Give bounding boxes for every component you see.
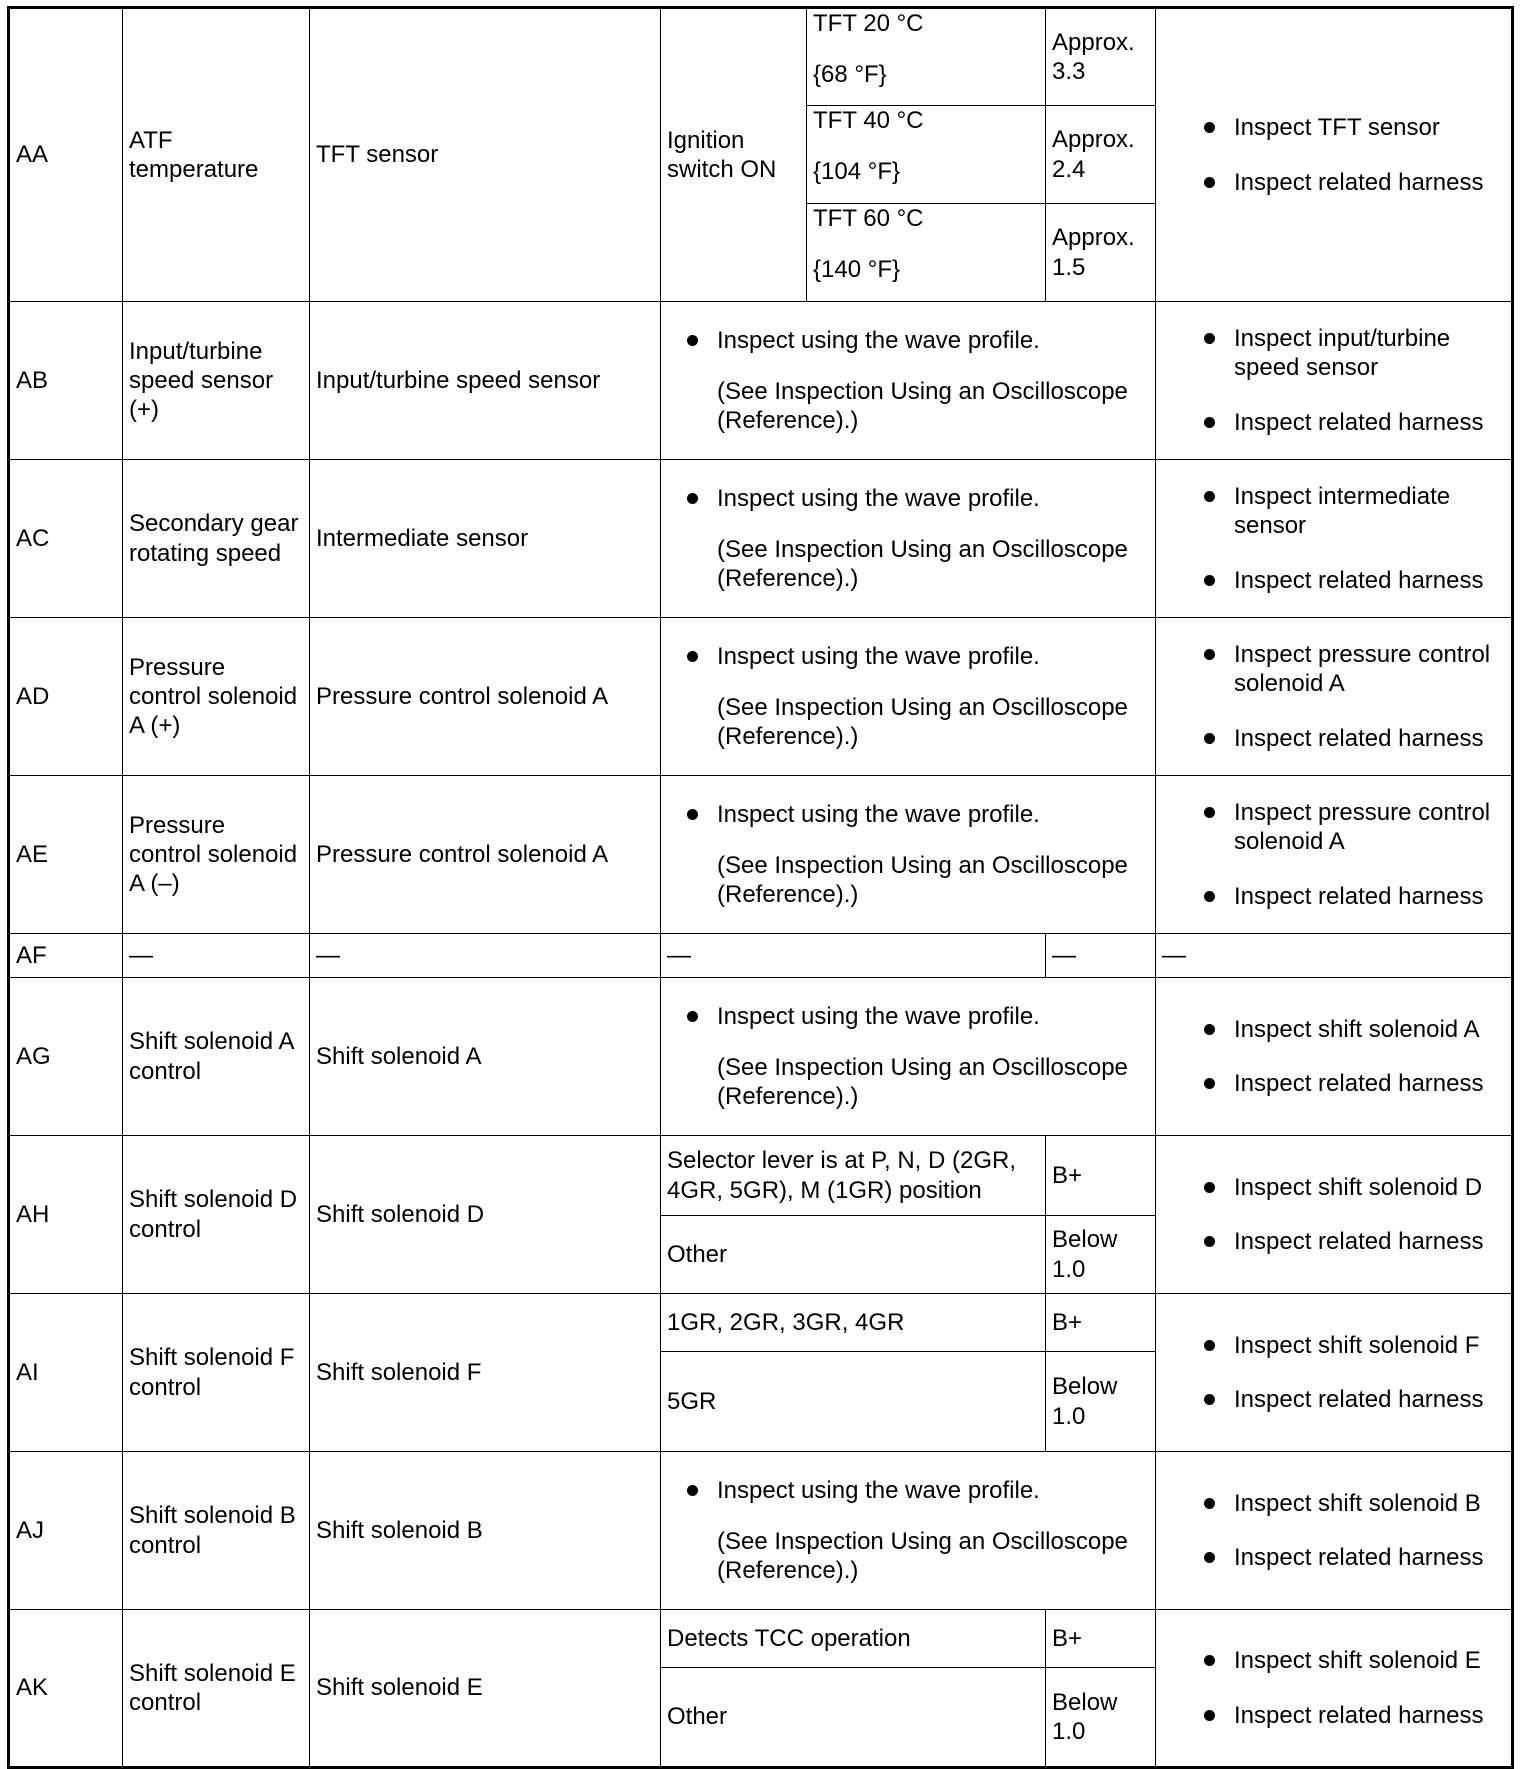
temp-condition: TFT 40 °C {104 °F} bbox=[807, 106, 1046, 204]
voltage-value: Approx. 2.4 bbox=[1046, 106, 1156, 204]
action-cell bbox=[1156, 1136, 1513, 1294]
table-row bbox=[9, 8, 1513, 106]
temp-condition: TFT 20 °C {68 °F} bbox=[807, 8, 1046, 106]
voltage-value: B+ bbox=[1046, 1610, 1156, 1668]
table-row bbox=[9, 1452, 1513, 1610]
action-item: Inspect shift solenoid F bbox=[1162, 1331, 1505, 1360]
signal-name: Shift solenoid F control bbox=[123, 1294, 310, 1452]
action-item: Inspect pressure control solenoid A bbox=[1162, 798, 1505, 857]
action-cell bbox=[1156, 460, 1513, 618]
action-item: Inspect input/turbine speed sensor bbox=[1162, 324, 1505, 383]
signal-name: Pressure control solenoid A (+) bbox=[123, 618, 310, 776]
terminal-id: AE bbox=[9, 776, 123, 934]
table-row bbox=[9, 978, 1513, 1136]
condition-cell: Detects TCC operation bbox=[661, 1610, 1046, 1668]
condition-cell: Ignition switch ON bbox=[661, 8, 807, 302]
action-item: Inspect pressure control solenoid A bbox=[1162, 640, 1505, 699]
component-name: Shift solenoid A bbox=[310, 978, 661, 1136]
action-item: Inspect related harness bbox=[1162, 566, 1505, 595]
action-item: Inspect TFT sensor bbox=[1162, 113, 1505, 142]
terminal-id: AD bbox=[9, 618, 123, 776]
terminal-id: AB bbox=[9, 302, 123, 460]
wave-inspection-cell: Inspect using the wave profile. (See Inspection Using an Oscilloscope (Reference).) bbox=[661, 460, 1156, 618]
terminal-spec-table bbox=[7, 6, 1514, 1769]
voltage-value: Approx. 1.5 bbox=[1046, 204, 1156, 302]
action-item: Inspect shift solenoid B bbox=[1162, 1489, 1505, 1518]
terminal-id: AI bbox=[9, 1294, 123, 1452]
action-item: Inspect related harness bbox=[1162, 882, 1505, 911]
table-row bbox=[9, 302, 1513, 460]
voltage-value: Below 1.0 bbox=[1046, 1668, 1156, 1768]
temp-condition: TFT 60 °C {140 °F} bbox=[807, 204, 1046, 302]
condition-cell: — bbox=[661, 934, 1046, 978]
action-cell bbox=[1156, 978, 1513, 1136]
signal-name: Shift solenoid A control bbox=[123, 978, 310, 1136]
terminal-id: AC bbox=[9, 460, 123, 618]
table-row bbox=[9, 1136, 1513, 1216]
terminal-id: AG bbox=[9, 978, 123, 1136]
wave-inspection-cell: Inspect using the wave profile. (See Inspection Using an Oscilloscope (Reference).) bbox=[661, 978, 1156, 1136]
signal-name: Secondary gear rotating speed bbox=[123, 460, 310, 618]
action-cell bbox=[1156, 776, 1513, 934]
component-name: Input/turbine speed sensor bbox=[310, 302, 661, 460]
condition-cell: Other bbox=[661, 1216, 1046, 1294]
component-name: — bbox=[310, 934, 661, 978]
terminal-id: AA bbox=[9, 8, 123, 302]
component-name: Shift solenoid B bbox=[310, 1452, 661, 1610]
voltage-value: Below 1.0 bbox=[1046, 1352, 1156, 1452]
terminal-id: AK bbox=[9, 1610, 123, 1768]
component-name: TFT sensor bbox=[310, 8, 661, 302]
condition-cell: Other bbox=[661, 1668, 1046, 1768]
component-name: Pressure control solenoid A bbox=[310, 618, 661, 776]
signal-name: Input/turbine speed sensor (+) bbox=[123, 302, 310, 460]
component-name: Pressure control solenoid A bbox=[310, 776, 661, 934]
table-row bbox=[9, 934, 1513, 978]
table-row bbox=[9, 776, 1513, 934]
action-cell bbox=[1156, 1452, 1513, 1610]
component-name: Shift solenoid E bbox=[310, 1610, 661, 1768]
component-name: Intermediate sensor bbox=[310, 460, 661, 618]
action-item: Inspect shift solenoid A bbox=[1162, 1015, 1505, 1044]
table-row bbox=[9, 618, 1513, 776]
signal-name: Shift solenoid D control bbox=[123, 1136, 310, 1294]
action-cell bbox=[1156, 618, 1513, 776]
action-cell bbox=[1156, 302, 1513, 460]
wave-inspection-cell: Inspect using the wave profile. (See Inspection Using an Oscilloscope (Reference).) bbox=[661, 776, 1156, 934]
condition-cell: 5GR bbox=[661, 1352, 1046, 1452]
condition-cell: 1GR, 2GR, 3GR, 4GR bbox=[661, 1294, 1046, 1352]
terminal-id: AH bbox=[9, 1136, 123, 1294]
action-item: Inspect related harness bbox=[1162, 1227, 1505, 1256]
action-item: Inspect intermediate sensor bbox=[1162, 482, 1505, 541]
action-item: Inspect related harness bbox=[1162, 408, 1505, 437]
action-cell bbox=[1156, 8, 1513, 302]
wave-inspection-cell: Inspect using the wave profile. (See Inspection Using an Oscilloscope (Reference).) bbox=[661, 302, 1156, 460]
signal-name: ATF temperature bbox=[123, 8, 310, 302]
table-row bbox=[9, 1610, 1513, 1668]
voltage-value: Below 1.0 bbox=[1046, 1216, 1156, 1294]
condition-cell: Selector lever is at P, N, D (2GR, 4GR, 5GR), M (1GR) position bbox=[661, 1136, 1046, 1216]
action-item: Inspect shift solenoid E bbox=[1162, 1646, 1505, 1675]
action-item: Inspect related harness bbox=[1162, 1069, 1505, 1098]
action-item: Inspect related harness bbox=[1162, 1701, 1505, 1730]
wave-inspection-cell: Inspect using the wave profile. (See Inspection Using an Oscilloscope (Reference).) bbox=[661, 1452, 1156, 1610]
action-item: Inspect related harness bbox=[1162, 724, 1505, 753]
table-row bbox=[9, 460, 1513, 618]
terminal-id: AF bbox=[9, 934, 123, 978]
action-item: Inspect shift solenoid D bbox=[1162, 1173, 1505, 1202]
signal-name: Pressure control solenoid A (–) bbox=[123, 776, 310, 934]
voltage-value: B+ bbox=[1046, 1136, 1156, 1216]
action-item: Inspect related harness bbox=[1162, 168, 1505, 197]
action-item: Inspect related harness bbox=[1162, 1543, 1505, 1572]
voltage-value: — bbox=[1046, 934, 1156, 978]
action-cell bbox=[1156, 1294, 1513, 1452]
component-name: Shift solenoid F bbox=[310, 1294, 661, 1452]
action-item: Inspect related harness bbox=[1162, 1385, 1505, 1414]
component-name: Shift solenoid D bbox=[310, 1136, 661, 1294]
signal-name: Shift solenoid E control bbox=[123, 1610, 310, 1768]
terminal-id: AJ bbox=[9, 1452, 123, 1610]
voltage-value: Approx. 3.3 bbox=[1046, 8, 1156, 106]
signal-name: — bbox=[123, 934, 310, 978]
wave-inspection-cell: Inspect using the wave profile. (See Inspection Using an Oscilloscope (Reference).) bbox=[661, 618, 1156, 776]
table-row bbox=[9, 1294, 1513, 1352]
signal-name: Shift solenoid B control bbox=[123, 1452, 310, 1610]
action-cell bbox=[1156, 1610, 1513, 1768]
voltage-value: B+ bbox=[1046, 1294, 1156, 1352]
action-cell: — bbox=[1156, 934, 1513, 978]
